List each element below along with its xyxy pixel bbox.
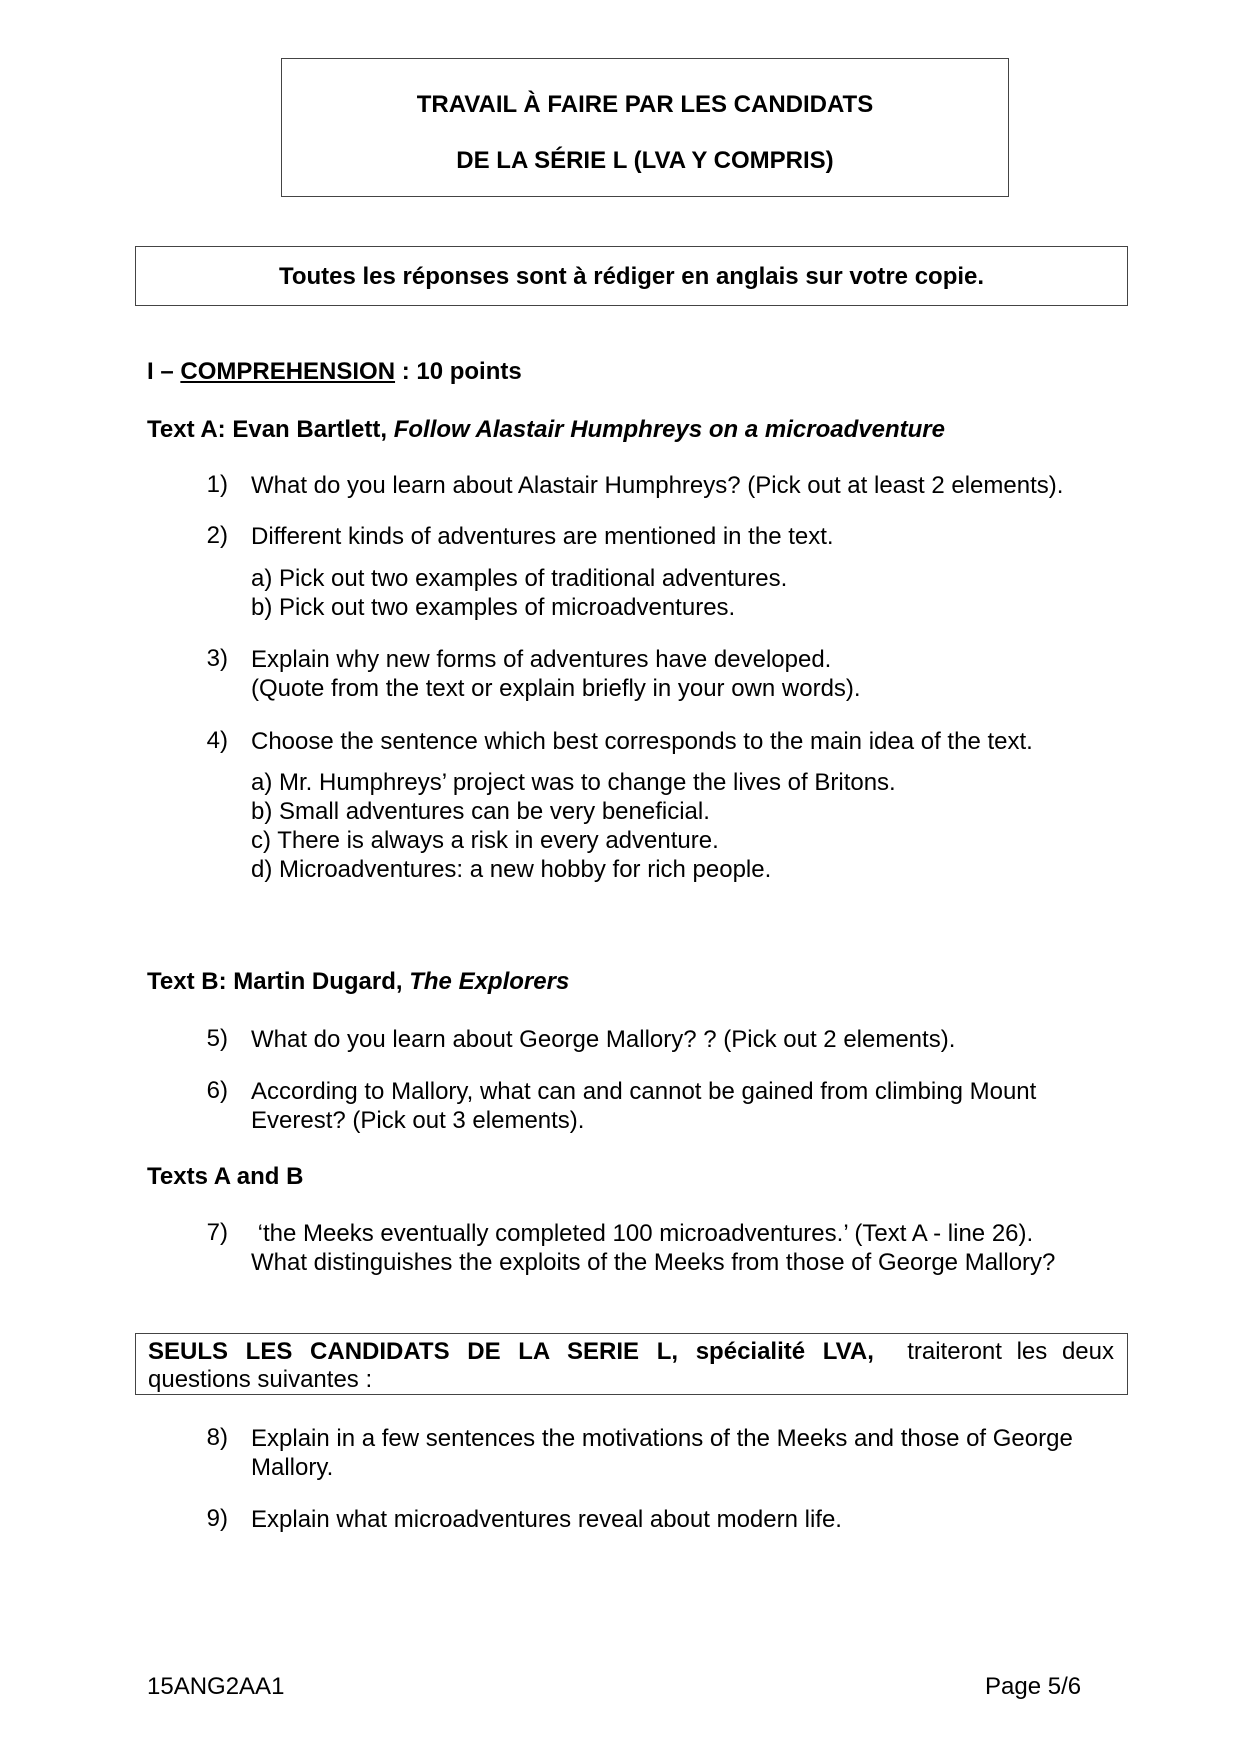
q1-number: 1) — [206, 471, 228, 498]
header-line-2: DE LA SÉRIE L (LVA Y COMPRIS) — [456, 147, 834, 174]
q8-line-1: Explain in a few sentences the motivations of the Meeks and those of George — [251, 1425, 1073, 1452]
q7-line-1: ‘the Meeks eventually completed 100 microadventures.’ (Text A - line 26). — [251, 1220, 1034, 1247]
q6-line-2: Everest? (Pick out 3 elements). — [251, 1107, 585, 1134]
q4-option-d: d) Microadventures: a new hobby for rich people. — [251, 856, 772, 883]
q4-option-a: a) Mr. Humphreys’ project was to change the lives of Britons. — [251, 769, 896, 796]
text-b-label: Text B: Martin Dugard, — [147, 968, 410, 995]
q6-number: 6) — [206, 1077, 228, 1104]
q3-line-1: Explain why new forms of adventures have developed. — [251, 646, 832, 673]
q5-text: What do you learn about George Mallory? ? (Pick out 2 elements). — [251, 1026, 956, 1053]
lva-line-1 — [148, 1338, 1114, 1366]
q7-number: 7) — [206, 1219, 228, 1246]
lva-bold-text: SEULS LES CANDIDATS DE LA SERIE L, spécialité LVA, — [148, 1338, 874, 1365]
instruction-text: Toutes les réponses sont à rédiger en anglais sur votre copie. — [278, 263, 985, 290]
footer-code: 15ANG2AA1 — [147, 1673, 285, 1700]
lva-box — [135, 1333, 1128, 1395]
section-heading — [147, 358, 522, 386]
section-title: COMPREHENSION — [180, 358, 396, 385]
q3-line-2: (Quote from the text or explain briefly in your own words). — [251, 675, 861, 702]
texts-ab-heading: Texts A and B — [147, 1163, 304, 1190]
q2-option-a: a) Pick out two examples of traditional adventures. — [251, 565, 788, 592]
header-box — [281, 58, 1009, 197]
q2-number: 2) — [206, 522, 228, 549]
q8-number: 8) — [206, 1424, 228, 1451]
q8-line-2: Mallory. — [251, 1454, 334, 1481]
q4-option-c: c) There is always a risk in every adventure. — [251, 827, 719, 854]
header-line-1: TRAVAIL À FAIRE PAR LES CANDIDATS — [416, 91, 874, 118]
q3-number: 3) — [206, 645, 228, 672]
q2-option-b: b) Pick out two examples of microadventures. — [251, 594, 736, 621]
q2-text: Different kinds of adventures are mentioned in the text. — [251, 523, 834, 550]
section-prefix: I – — [147, 358, 181, 385]
q5-number: 5) — [206, 1025, 228, 1052]
q9-number: 9) — [206, 1505, 228, 1532]
q4-number: 4) — [206, 727, 228, 754]
text-b-title: The Explorers — [409, 968, 570, 995]
q4-text: Choose the sentence which best corresponds to the main idea of the text. — [251, 728, 1033, 755]
q9-text: Explain what microadventures reveal about modern life. — [251, 1506, 842, 1533]
q1-text: What do you learn about Alastair Humphreys? (Pick out at least 2 elements). — [251, 472, 1064, 499]
section-suffix: : 10 points — [395, 358, 522, 385]
instruction-box — [135, 246, 1128, 306]
q4-option-b: b) Small adventures can be very beneficial. — [251, 798, 710, 825]
text-a-label: Text A: Evan Bartlett, — [147, 416, 394, 443]
lva-line-2: questions suivantes : — [148, 1366, 373, 1393]
footer-page-number: Page 5/6 — [985, 1673, 1082, 1700]
text-a-heading — [147, 416, 945, 444]
q6-line-1: According to Mallory, what can and cannot be gained from climbing Mount — [251, 1078, 1037, 1105]
text-a-title: Follow Alastair Humphreys on a microadventure — [393, 416, 945, 443]
text-b-heading — [147, 968, 569, 996]
lva-rest-text: traiteront les deux — [907, 1338, 1114, 1365]
q7-line-2: What distinguishes the exploits of the Meeks from those of George Mallory? — [251, 1249, 1056, 1276]
